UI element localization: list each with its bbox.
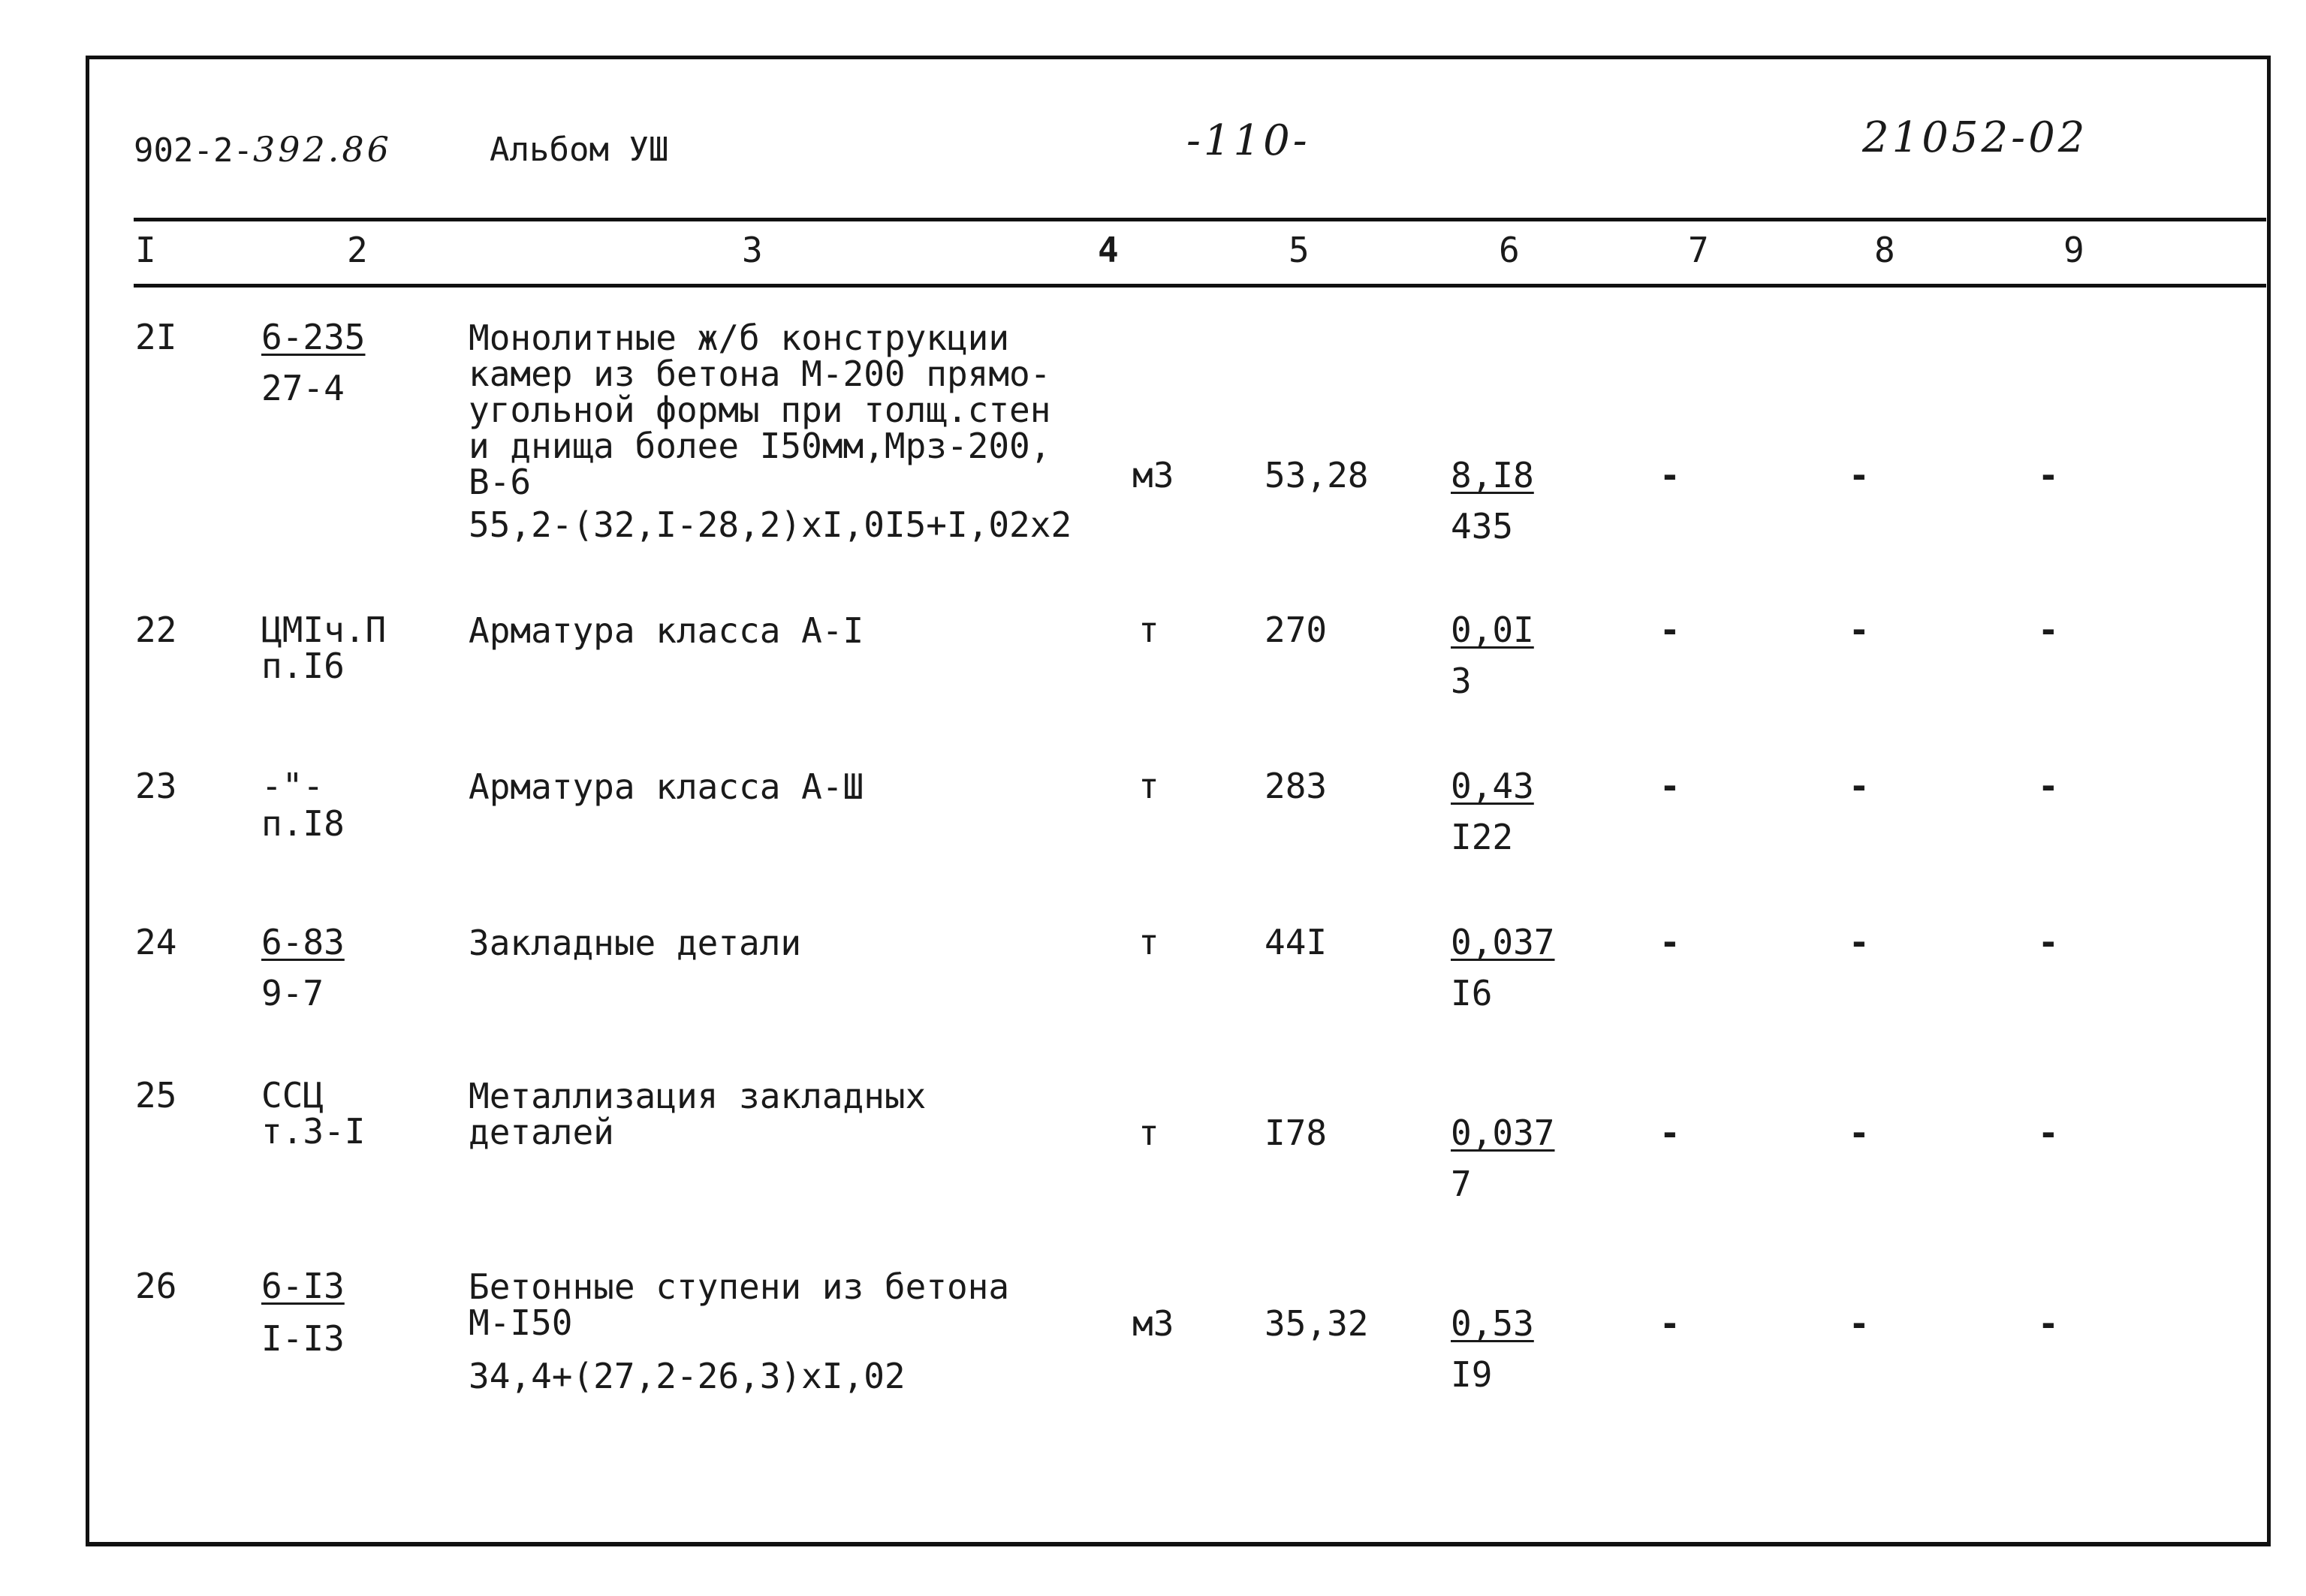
norm-reference: ЦМIч.П [261, 610, 387, 650]
col8-value: - [1849, 766, 1870, 806]
rate-value: 0,037 [1451, 922, 1555, 962]
work-description: Арматура класса А-Ш [469, 766, 864, 807]
norm-reference-sub: 9-7 [261, 973, 324, 1013]
column-header-7: 7 [1688, 230, 1709, 270]
row-number: 22 [135, 610, 177, 650]
unit: т [1138, 1113, 1159, 1153]
rate-total: I9 [1451, 1354, 1493, 1395]
norm-reference-sub: I-I3 [261, 1318, 345, 1359]
norm-reference-sub: 27-4 [261, 368, 345, 408]
col7-value: - [1659, 766, 1681, 806]
unit: м3 [1132, 1303, 1174, 1344]
col7-value: - [1659, 610, 1681, 650]
col8-value: - [1849, 610, 1870, 650]
column-header-bottom-rule [134, 284, 2266, 288]
row-number: 2I [135, 317, 177, 357]
col8-value: - [1849, 922, 1870, 962]
document-number: 21052-02 [1862, 113, 2088, 162]
col9-value: - [2038, 1113, 2059, 1153]
page-number: -110- [1186, 116, 1310, 165]
rate-value: 0,43 [1451, 766, 1534, 806]
col9-value: - [2038, 455, 2059, 495]
quantity: 44I [1265, 922, 1328, 962]
quantity: 283 [1265, 766, 1328, 806]
album-title: Альбом УШ [490, 131, 669, 169]
column-header-4: 4 [1098, 230, 1119, 270]
col7-value: - [1659, 455, 1681, 495]
column-header-2: 2 [347, 230, 368, 270]
rate-value: 8,I8 [1451, 455, 1534, 495]
rate-total: 7 [1451, 1164, 1472, 1204]
column-header-8: 8 [1874, 230, 1895, 270]
norm-reference: 6-235 [261, 317, 366, 357]
norm-reference: ССЦ [261, 1075, 324, 1116]
unit: т [1138, 610, 1159, 650]
norm-reference-sub: п.I8 [261, 803, 345, 844]
quantity: 53,28 [1265, 455, 1369, 495]
work-description: Закладные детали [469, 923, 802, 963]
unit: т [1138, 766, 1159, 806]
column-header-3: 3 [742, 230, 763, 270]
document-frame [86, 56, 2271, 1546]
norm-reference-sub: п.I6 [261, 646, 345, 686]
quantity-formula: 55,2-(32,I-28,2)xI,0I5+I,02x2 [469, 504, 1072, 545]
column-header-9: 9 [2063, 230, 2084, 270]
col8-value: - [1849, 455, 1870, 495]
rate-total: 435 [1451, 506, 1514, 547]
column-header-top-rule [134, 218, 2266, 221]
quantity: I78 [1265, 1113, 1328, 1153]
quantity-formula: 34,4+(27,2-26,3)xI,02 [469, 1356, 906, 1396]
work-description: Арматура класса А-I [469, 610, 864, 651]
col9-value: - [2038, 1303, 2059, 1344]
col7-value: - [1659, 1113, 1681, 1153]
album-code [134, 129, 392, 170]
norm-reference-sub: т.3-I [261, 1111, 366, 1152]
row-number: 26 [135, 1266, 177, 1306]
col8-value: - [1849, 1303, 1870, 1344]
rate-value: 0,037 [1451, 1113, 1555, 1153]
col7-value: - [1659, 1303, 1681, 1344]
album-code-printed: 902-2- [134, 131, 253, 170]
quantity: 35,32 [1265, 1303, 1369, 1344]
unit: т [1138, 922, 1159, 962]
row-number: 23 [135, 766, 177, 806]
norm-reference: 6-83 [261, 922, 345, 962]
row-number: 24 [135, 922, 177, 962]
col7-value: - [1659, 922, 1681, 962]
row-number: 25 [135, 1075, 177, 1116]
rate-total: I22 [1451, 817, 1514, 857]
rate-total: I6 [1451, 973, 1493, 1013]
unit: м3 [1132, 455, 1174, 495]
col9-value: - [2038, 922, 2059, 962]
rate-total: 3 [1451, 661, 1472, 701]
work-description: Монолитные ж/б конструкции камер из бетона М-200 прямо- угольной формы при толщ.стен и днища более I50мм,Мрз-200, В-6 [469, 318, 1051, 502]
quantity: 270 [1265, 610, 1328, 650]
rate-value: 0,53 [1451, 1303, 1534, 1344]
rate-value: 0,0I [1451, 610, 1534, 650]
norm-reference: 6-I3 [261, 1266, 345, 1306]
norm-reference: -"- [261, 766, 324, 806]
col9-value: - [2038, 766, 2059, 806]
work-description: Металлизация закладных деталей [469, 1076, 927, 1152]
album-code-handwritten: 392.86 [252, 129, 392, 170]
column-header-1: I [135, 230, 156, 270]
col9-value: - [2038, 610, 2059, 650]
column-header-5: 5 [1289, 230, 1310, 270]
column-header-6: 6 [1499, 230, 1520, 270]
col8-value: - [1849, 1113, 1870, 1153]
work-description: Бетонные ступени из бетона М-I50 [469, 1266, 1010, 1343]
